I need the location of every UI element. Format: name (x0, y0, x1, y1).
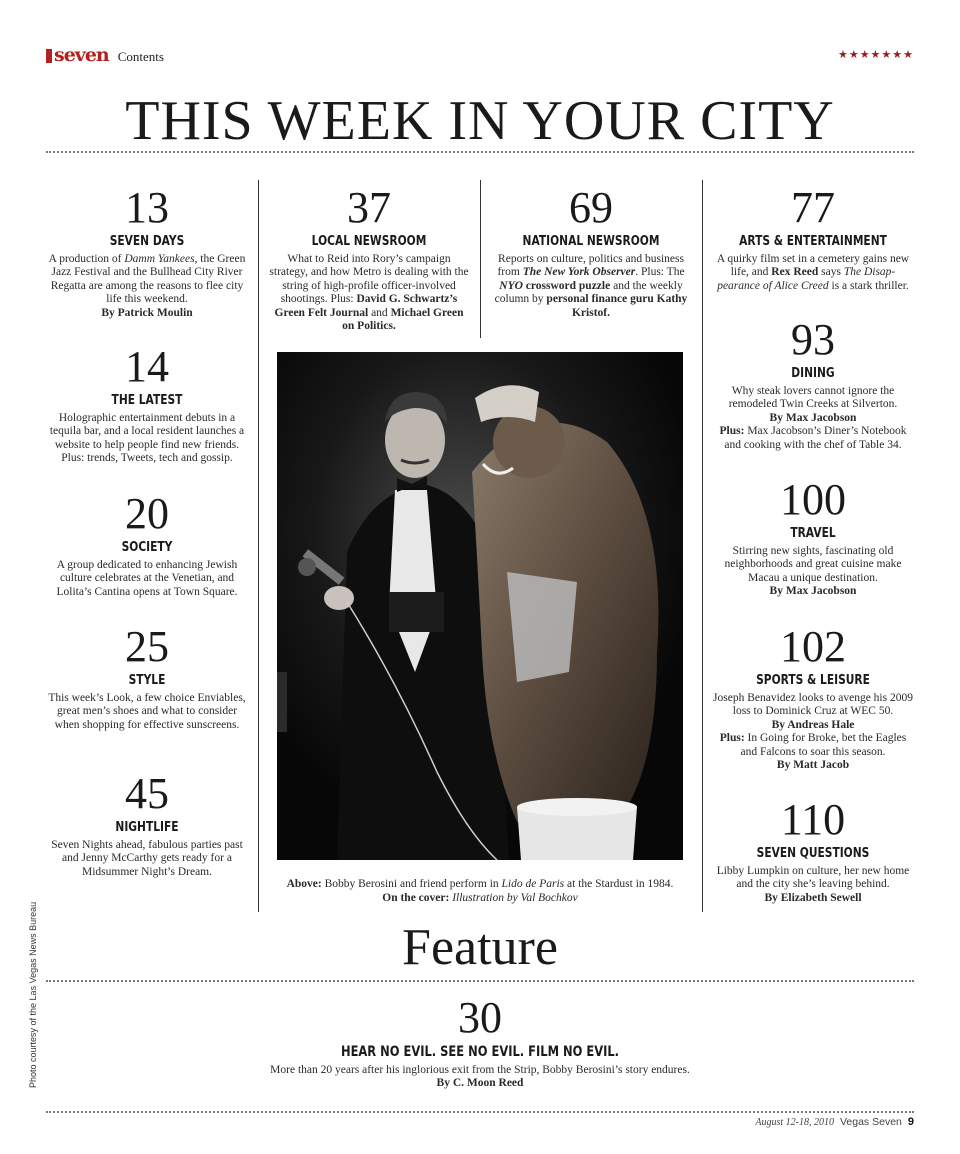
section-description: A group dedicated to enhancing Jewish culture celebrates at the Venetian, and Lolita’s Cantina opens at Town Square. (56, 559, 238, 598)
page-number: 25 (125, 622, 169, 671)
page-number: 45 (125, 769, 169, 818)
section-description: Libby Lumpkin on culture, her new home and the city she’s leaving behind. By Elizabeth Sewell (716, 865, 910, 904)
section-description: A production of Damm Yankees, the Green Jazz Festival and the Bullhead City River Regatta are among the reasons to flee city life this weekend. By Patrick Moulin (48, 253, 246, 319)
page-number: 100 (780, 475, 846, 524)
page-number: 13 (125, 183, 169, 232)
toc-item[interactable] (712, 315, 914, 452)
photo-illustration (277, 352, 683, 860)
toc-item[interactable] (712, 183, 914, 293)
toc-item[interactable] (712, 795, 914, 905)
folio-number: 9 (907, 1116, 914, 1128)
feature-photo (277, 352, 683, 860)
section-title: SEVEN QUESTIONS (756, 846, 870, 861)
publication-name: Vegas Seven (839, 1116, 902, 1128)
toc-item[interactable] (46, 489, 248, 599)
section-title: DINING (791, 366, 835, 381)
page-footer (755, 1116, 914, 1128)
feature-item[interactable] (230, 993, 730, 1091)
section-description: More than 20 years after his inglorious exit from the Strip, Bobby Berosini’s story endures. By C. Moon Reed (270, 1064, 690, 1090)
section-description: Reports on culture, politics and business from The New York Observer. Plus: The NYO crossword puzzle and the weekly column by personal finance guru Kathy Kristof. (494, 253, 688, 319)
page-number: 102 (780, 622, 846, 671)
section-title: THE LATEST (111, 393, 183, 408)
page-number: 110 (780, 795, 846, 844)
section-description: Stirring new sights, fascinating old neighborhoods and great cuisine make Macau a unique destination. By Max Jacobson (724, 545, 902, 598)
page-number: 14 (125, 342, 169, 391)
brand-logo: seven (54, 44, 109, 66)
section-title: SOCIETY (121, 540, 173, 555)
divider (46, 980, 914, 982)
toc-item[interactable] (490, 183, 692, 320)
toc-item[interactable] (46, 769, 248, 879)
brand (46, 44, 164, 66)
column-divider (258, 180, 259, 912)
page-header (46, 44, 914, 68)
column-divider (702, 180, 703, 912)
section-title: ARTS & ENTERTAINMENT (739, 234, 887, 249)
section-title: LOCAL NEWSROOM (311, 234, 427, 249)
photo-caption: Above: Bobby Berosini and friend perform in Lido de Paris at the Stardust in 1984. On the cover: Illustration by Val Bochkov (286, 878, 674, 904)
toc-item[interactable] (712, 475, 914, 599)
section-title: NIGHTLIFE (115, 820, 179, 835)
section-label: Contents (117, 49, 164, 64)
section-description: Seven Nights ahead, fabulous parties past and Jenny McCarthy gets ready for a Midsummer Night’s Dream. (51, 839, 243, 878)
page-number: 77 (791, 183, 835, 232)
section-title: SEVEN DAYS (109, 234, 185, 249)
section-description: Why steak lovers cannot ignore the remodeled Twin Creeks at Silverton. By Max Jacobson Plus: Max Jacobson’s Diner’s Notebook and cooking with the chef of Table 34. (719, 385, 907, 451)
section-description: What to Reid into Rory’s campaign strategy, and how Metro is dealing with the string of high-profile officer-involved shootings. Plus: David G. Schwartz’s Green Felt Journal and Michael Green on Politics. (269, 253, 469, 333)
toc-item[interactable] (46, 622, 248, 732)
section-description: Holographic entertainment debuts in a tequila bar, and a local resident launches a website to help people find new friends. Plus: trends, Tweets, tech and gossip. (49, 412, 245, 465)
star-rating-icon: ★★★★★★★ (837, 49, 914, 61)
section-title: TRAVEL (790, 526, 836, 541)
divider (46, 1111, 914, 1113)
page-number: 20 (125, 489, 169, 538)
page-number: 69 (569, 183, 613, 232)
section-description: This week’s Look, a few choice Enviables, great men’s shoes and what to consider when shopping for effective sunscreens. (48, 692, 246, 731)
section-description: Joseph Benavidez looks to avenge his 2009 loss to Dominick Cruz at WEC 50. By Andreas Hale Plus: In Going for Broke, bet the Eagles and Falcons to soar this season. By Matt Jacob (713, 692, 913, 772)
column-divider (480, 180, 481, 338)
photo-credit: Photo courtesy of the Las Vegas News Bureau (28, 901, 38, 1088)
section-title: HEAR NO EVIL. SEE NO EVIL. FILM NO EVIL. (340, 1044, 620, 1060)
issue-date: August 12-18, 2010 (755, 1117, 834, 1128)
section-title: SPORTS & LEISURE (756, 673, 870, 688)
toc-item[interactable] (712, 622, 914, 772)
page-title: THIS WEEK IN YOUR CITY (125, 90, 835, 152)
toc-item[interactable] (268, 183, 470, 333)
page-number: 93 (791, 315, 835, 364)
divider (46, 151, 914, 153)
feature-heading: Feature (402, 919, 558, 976)
page-number: 37 (347, 183, 391, 232)
section-description: A quirky film set in a cemetery gains new life, and Rex Reed says The Disap-pearance of Alice Creed is a stark thriller. (716, 253, 910, 292)
brand-mark (46, 49, 52, 63)
toc-item[interactable] (46, 183, 248, 320)
toc-item[interactable] (46, 342, 248, 466)
page-number: 30 (458, 993, 502, 1042)
section-title: STYLE (128, 673, 166, 688)
section-title: NATIONAL NEWSROOM (522, 234, 660, 249)
